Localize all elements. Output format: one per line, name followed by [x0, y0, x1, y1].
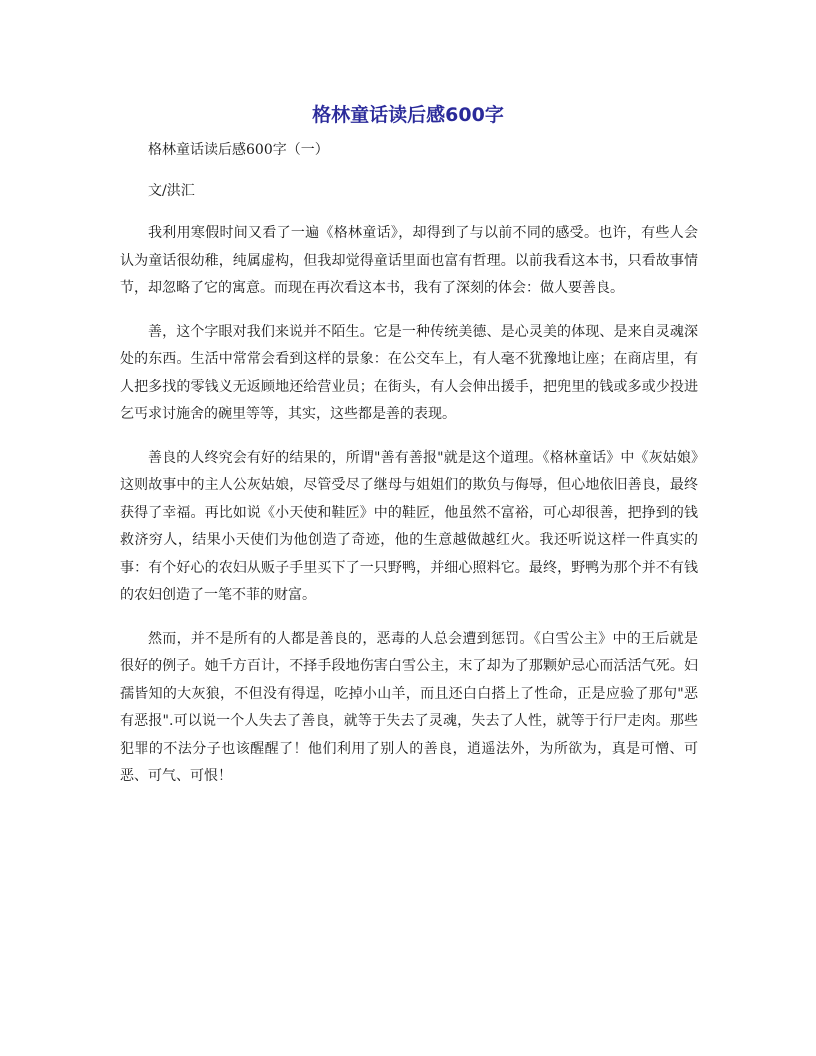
paragraph: 善良的人终究会有好的结果的，所谓"善有善报"就是这个道理。《格林童话》中《灰姑娘》这则故事中的主人公灰姑娘，尽管受尽了继母与姐姐们的欺负与侮辱，但心地依旧善良，最终获得了幸福。再比如说《小天使和鞋匠》中的鞋匠，他虽然不富裕，可心却很善，把挣到的钱救济穷人，结果小天使们为他创造了奇迹，他的生意越做越红火。我还听说这样一件真实的事：有个好心的农妇从贩子手里买下了一只野鸭，并细心照料它。最终，野鸭为那个并不有钱的农妇创造了一笔不菲的财富。 [120, 449, 698, 603]
paragraph: 然而，并不是所有的人都是善良的，恶毒的人总会遭到惩罚。《白雪公主》中的王后就是很好的例子。她千方百计，不择手段地伤害白雪公主，末了却为了那颗妒忌心而活活气死。妇孺皆知的大灰狼，不但没有得逞，吃掉小山羊，而且还白白搭上了性命，正是应验了那句"恶有恶报".可以说一个人失去了善良，就等于失去了灵魂，失去了人性，就等于行尸走肉。那些犯罪的不法分子也该醒醒了！他们利用了别人的善良，逍遥法外，为所欲为，真是可憎、可恶、可气、可恨！ [120, 630, 698, 784]
paragraph: 我利用寒假时间又看了一遍《格林童话》，却得到了与以前不同的感受。也许，有些人会认为童话很幼稚，纯属虚构，但我却觉得童话里面也富有哲理。以前我看这本书，只看故事情节，却忽略了它的寓意。而现在再次看这本书，我有了深刻的体会：做人要善良。 [120, 225, 698, 296]
document-title: 格林童话读后感600字 [312, 104, 504, 126]
document-body [120, 138, 698, 807]
paragraph: 善，这个字眼对我们来说并不陌生。它是一种传统美德、是心灵美的体现、是来自灵魂深处的东西。生活中常常会看到这样的景象：在公交车上，有人毫不犹豫地让座；在商店里，有人把多找的零钱义无返顾地还给营业员；在街头，有人会伸出援手，把兜里的钱或多或少投进乞丐求讨施舍的碗里等等，其实，这些都是善的表现。 [120, 323, 698, 422]
document-subtitle: 格林童话读后感600字（一） [148, 142, 329, 158]
document-author: 文/洪汇 [148, 183, 195, 199]
